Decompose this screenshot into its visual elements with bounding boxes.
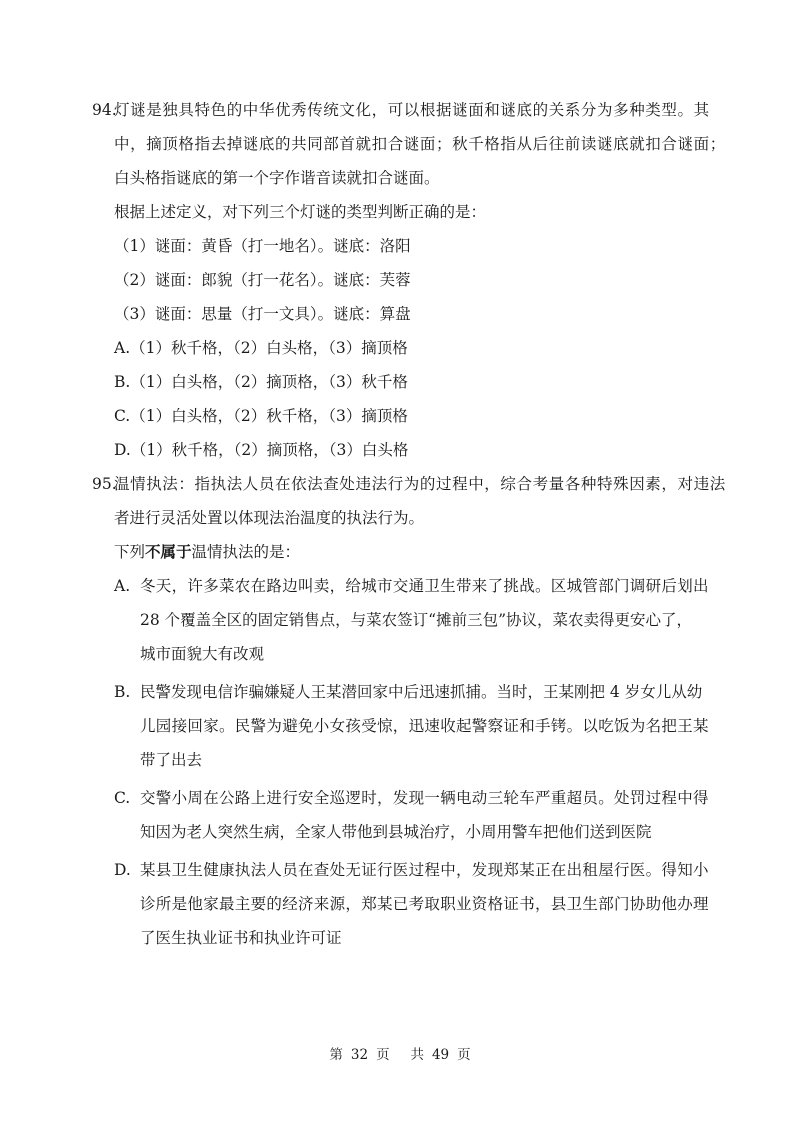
option-label: C.: [114, 407, 131, 425]
page-footer: [0, 1046, 800, 1064]
option-text-line: 某县卫生健康执法人员在查处无证行医过程中，发现郑某正在出租屋行医。得知小: [140, 861, 709, 879]
footer-text: 共: [410, 1047, 424, 1063]
riddle-item: （3）谜面：思量（打一文具）。谜底：算盘: [114, 305, 411, 323]
option-text-line: 诊所是他家最主要的经济来源，郑某已考取职业资格证书，县卫生部门协助他办理: [140, 895, 709, 913]
option-c[interactable]: [114, 406, 408, 426]
option-text-line: 儿园接回家。民警为避免小女孩受惊，迅速收起警察证和手铐。以吃饭为名把王某: [140, 717, 709, 735]
question-stem-line: 温情执法：指执法人员在依法查处违法行为的过程中，综合考量各种特殊因素，对违法: [114, 475, 726, 493]
option-label: B.: [114, 373, 131, 391]
option-label: D.: [114, 861, 131, 879]
option-text-line: 了医生执业证书和执业许可证: [140, 929, 342, 947]
option-text-line: 带了出去: [140, 751, 203, 769]
option-label: A.: [114, 577, 131, 595]
option-b[interactable]: [114, 372, 408, 392]
option-label: A.: [114, 339, 131, 357]
footer-text: 页: [457, 1047, 471, 1063]
question-stem-line: 灯谜是独具特色的中华优秀传统文化，可以根据谜面和谜底的关系分为多种类型。其: [114, 101, 710, 119]
total-pages: 49: [431, 1047, 450, 1063]
option-label: B.: [114, 683, 131, 701]
option-text-line: 城市面貌大有改观: [140, 645, 265, 663]
prompt-text: 下列: [114, 543, 146, 561]
footer-text: 页: [376, 1047, 390, 1063]
page-number: 32: [350, 1047, 369, 1063]
prompt-text: 温情执法的是：: [191, 543, 301, 561]
prompt-emphasis: 不属于: [145, 542, 192, 561]
option-text: （1）白头格，（2）摘顶格，（3）秋千格: [130, 373, 408, 391]
footer-text: 第: [329, 1047, 343, 1063]
option-text-line: 冬天，许多菜农在路边叫卖，给城市交通卫生带来了挑战。区城管部门调研后划出: [140, 577, 709, 595]
riddle-item: （1）谜面：黄昏（打一地名）。谜底：洛阳: [114, 237, 411, 255]
question-prompt: [114, 542, 300, 562]
option-text-line: 民警发现电信诈骗嫌疑人王某潜回家中后迅速抓捕。当时，王某刚把 4 岁女儿从幼: [140, 683, 703, 701]
option-text: （1）秋千格，（2）摘顶格，（3）白头格: [130, 441, 409, 459]
option-text-line: 交警小周在公路上进行安全巡逻时，发现一辆电动三轮车严重超员。处罚过程中得: [140, 789, 709, 807]
option-text: （1）白头格，（2）秋千格，（3）摘顶格: [130, 407, 408, 425]
question-number: 95.: [92, 475, 117, 493]
option-text: （1）秋千格，（2）白头格，（3）摘顶格: [130, 339, 408, 357]
question-number: 94.: [92, 101, 117, 119]
option-a[interactable]: [114, 338, 408, 358]
riddle-item: （2）谜面：郎貌（打一花名）。谜底：芙蓉: [114, 271, 411, 289]
option-label: C.: [114, 789, 131, 807]
option-text-line: 知因为老人突然生病，全家人带他到县城治疗，小周用警车把他们送到医院: [140, 823, 652, 841]
option-d[interactable]: [114, 440, 408, 460]
question-stem-line: 中，摘顶格指去掉谜底的共同部首就扣合谜面；秋千格指从后往前读谜底就扣合谜面；: [114, 135, 726, 153]
question-stem-line: 白头格指谜底的第一个字作谐音读就扣合谜面。: [114, 169, 440, 187]
question-prompt: 根据上述定义，对下列三个灯谜的类型判断正确的是：: [114, 203, 487, 221]
question-stem-line: 者进行灵活处置以体现法治温度的执法行为。: [114, 509, 425, 527]
option-label: D.: [114, 441, 131, 459]
option-text-line: 28 个覆盖全区的固定销售点，与菜农签订“摊前三包”协议，菜农卖得更安心了，: [140, 611, 693, 629]
